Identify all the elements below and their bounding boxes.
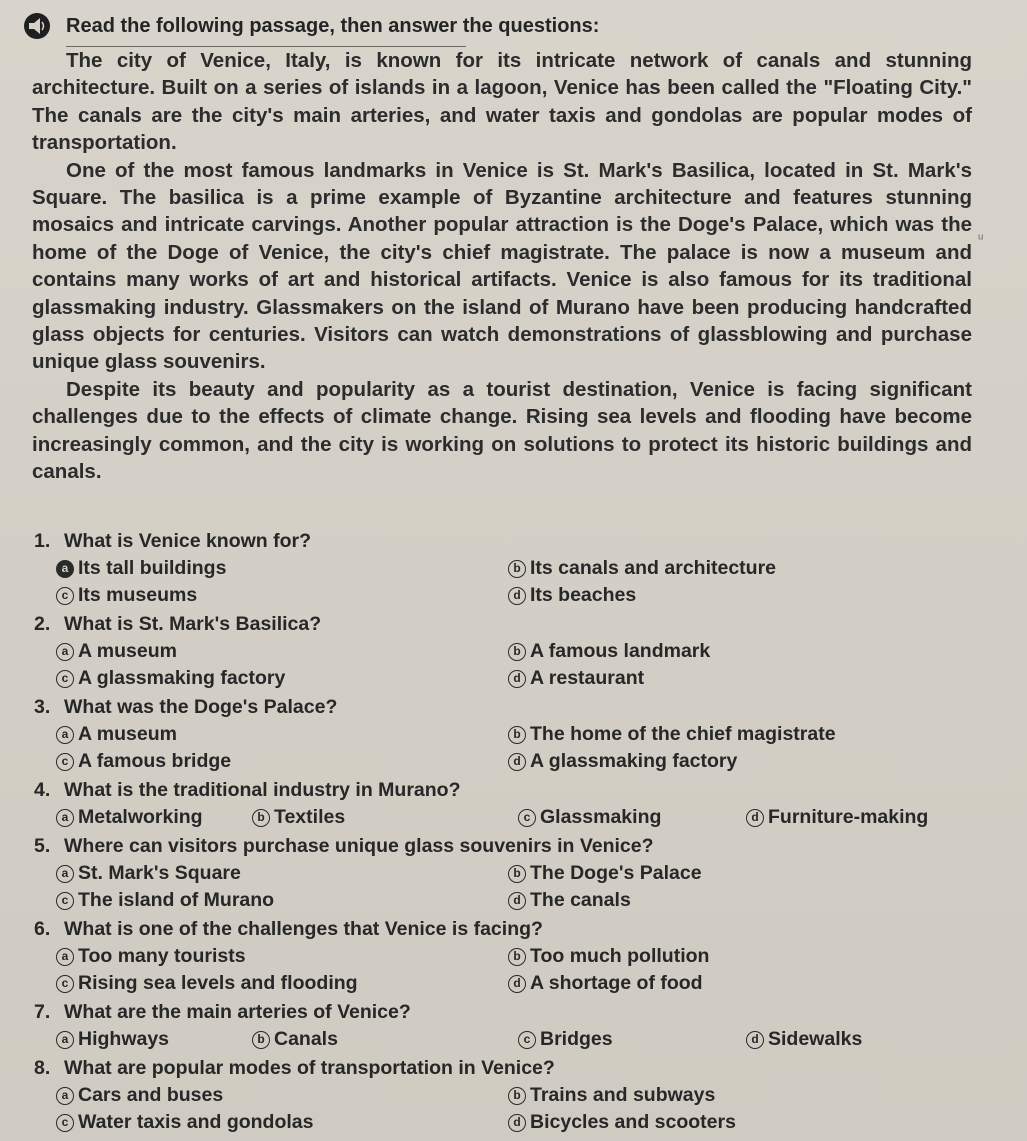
option-text: Its canals and architecture	[530, 557, 777, 579]
option-letter-badge: a	[56, 560, 74, 578]
option-c[interactable]	[56, 970, 508, 997]
option-text: Highways	[78, 1028, 170, 1050]
option-row	[34, 1026, 994, 1053]
option-d[interactable]	[746, 804, 928, 831]
question-stem	[34, 528, 994, 555]
passage-paragraph-1: The city of Venice, Italy, is known for its intricate network of canals and stunning architecture. Built on a series of islands in a lagoon, Venice has been called the "Floating City." The canals are the city's main arteries, and water taxis and gondolas are popular modes of transportation.	[32, 49, 972, 155]
option-letter-badge: a	[56, 948, 74, 966]
option-d[interactable]	[508, 887, 960, 914]
option-text: The canals	[530, 889, 631, 911]
option-letter-badge: c	[518, 1031, 536, 1049]
option-b[interactable]	[508, 860, 960, 887]
option-letter-badge: b	[508, 865, 526, 883]
option-b[interactable]	[252, 804, 518, 831]
option-row	[34, 555, 994, 582]
question-number: 4.	[34, 779, 51, 801]
option-letter-badge: b	[508, 726, 526, 744]
option-letter-badge: a	[56, 865, 74, 883]
question-stem	[34, 916, 994, 943]
option-row	[34, 887, 994, 914]
option-letter-badge: d	[508, 753, 526, 771]
option-text: Glassmaking	[540, 806, 662, 828]
question-number: 7.	[34, 1001, 51, 1023]
option-text: A shortage of food	[530, 972, 703, 994]
option-b[interactable]	[508, 555, 960, 582]
option-letter-badge: d	[508, 670, 526, 688]
option-d[interactable]	[508, 582, 960, 609]
option-letter-badge: b	[508, 643, 526, 661]
question-number: 2.	[34, 613, 51, 635]
question-stem	[34, 833, 994, 860]
margin-mark: ᵘ	[978, 230, 984, 246]
option-text: Its tall buildings	[78, 557, 227, 579]
option-letter-badge: a	[56, 726, 74, 744]
option-letter-badge: d	[508, 892, 526, 910]
option-letter-badge: a	[56, 809, 74, 827]
question-7	[34, 999, 994, 1053]
option-text: A museum	[78, 723, 177, 745]
option-text: Cars and buses	[78, 1084, 224, 1106]
option-d[interactable]	[508, 1109, 960, 1136]
option-letter-badge: b	[508, 1087, 526, 1105]
question-4	[34, 777, 994, 831]
option-d[interactable]	[508, 748, 960, 775]
option-letter-badge: a	[56, 1031, 74, 1049]
option-text: Canals	[274, 1028, 338, 1050]
option-text: The home of the chief magistrate	[530, 723, 836, 745]
option-row	[34, 748, 994, 775]
question-text: What is one of the challenges that Venice is facing?	[64, 918, 543, 940]
option-a[interactable]	[56, 1026, 252, 1053]
option-row	[34, 804, 994, 831]
question-stem	[34, 1055, 994, 1082]
option-a[interactable]	[56, 555, 508, 582]
option-row	[34, 1109, 994, 1136]
question-number: 6.	[34, 918, 51, 940]
question-text: Where can visitors purchase unique glass souvenirs in Venice?	[64, 835, 654, 857]
option-text: Textiles	[274, 806, 346, 828]
option-row	[34, 582, 994, 609]
option-d[interactable]	[508, 665, 960, 692]
passage-paragraph-3: Despite its beauty and popularity as a tourist destination, Venice is facing significant challenges due to the effects of climate change. Rising sea levels and flooding have become increasingly common, and the city is working on solutions to protect its historic buildings and canals.	[32, 377, 972, 484]
question-text: What is the traditional industry in Murano?	[64, 779, 461, 801]
option-text: Bicycles and scooters	[530, 1111, 736, 1133]
option-text: Its museums	[78, 584, 198, 606]
question-text: What are popular modes of transportation in Venice?	[64, 1057, 555, 1079]
option-letter-badge: d	[508, 975, 526, 993]
option-row	[34, 860, 994, 887]
question-number: 1.	[34, 530, 51, 552]
question-2	[34, 611, 994, 692]
option-letter-badge: c	[56, 587, 74, 605]
option-letter-badge: c	[56, 670, 74, 688]
reading-passage	[32, 47, 972, 486]
option-text: Sidewalks	[768, 1028, 863, 1050]
option-row	[34, 1082, 994, 1109]
option-letter-badge: c	[518, 809, 536, 827]
question-stem	[34, 999, 994, 1026]
question-stem	[34, 611, 994, 638]
option-letter-badge: d	[508, 587, 526, 605]
option-b[interactable]	[508, 638, 960, 665]
question-number: 8.	[34, 1057, 51, 1079]
option-letter-badge: a	[56, 1087, 74, 1105]
option-text: Its beaches	[530, 584, 637, 606]
option-text: A famous bridge	[78, 750, 232, 772]
speaker-icon[interactable]	[22, 12, 52, 40]
option-text: Trains and subways	[530, 1084, 716, 1106]
option-letter-badge: d	[746, 1031, 764, 1049]
option-text: Too many tourists	[78, 945, 246, 967]
question-8	[34, 1055, 994, 1136]
option-letter-badge: d	[746, 809, 764, 827]
option-c[interactable]	[518, 804, 746, 831]
option-text: The Doge's Palace	[530, 862, 702, 884]
option-text: A glassmaking factory	[530, 750, 738, 772]
question-text: What is St. Mark's Basilica?	[64, 613, 322, 635]
option-text: A famous landmark	[530, 640, 711, 662]
option-text: Metalworking	[78, 806, 203, 828]
question-text: What is Venice known for?	[64, 530, 312, 552]
option-c[interactable]	[56, 748, 508, 775]
option-a[interactable]	[56, 943, 508, 970]
option-c[interactable]	[56, 582, 508, 609]
option-text: Furniture-making	[768, 806, 929, 828]
option-text: The island of Murano	[78, 889, 275, 911]
option-text: A glassmaking factory	[78, 667, 286, 689]
option-b[interactable]	[508, 943, 960, 970]
option-row	[34, 638, 994, 665]
option-a[interactable]	[56, 721, 508, 748]
option-row	[34, 721, 994, 748]
option-c[interactable]	[56, 887, 508, 914]
question-text: What are the main arteries of Venice?	[64, 1001, 411, 1023]
question-1	[34, 528, 994, 609]
question-stem	[34, 694, 994, 721]
option-b[interactable]	[508, 1082, 960, 1109]
option-row	[34, 970, 994, 997]
question-stem	[34, 777, 994, 804]
option-letter-badge: c	[56, 1114, 74, 1132]
question-6	[34, 916, 994, 997]
question-3	[34, 694, 994, 775]
option-d[interactable]	[746, 1026, 862, 1053]
option-letter-badge: c	[56, 892, 74, 910]
question-5	[34, 833, 994, 914]
option-b[interactable]	[252, 1026, 518, 1053]
option-text: A restaurant	[530, 667, 645, 689]
instruction-row	[22, 12, 599, 40]
option-d[interactable]	[508, 970, 960, 997]
instruction-text: Read the following passage, then answer the questions:	[66, 14, 600, 37]
question-text: What was the Doge's Palace?	[64, 696, 338, 718]
option-text: Too much pollution	[530, 945, 710, 967]
passage-paragraph-2: One of the most famous landmarks in Venice is St. Mark's Basilica, located in St. Mark's Square. The basilica is a prime example of Byzantine architecture and features stunning mosaics and intricate carvings. Another popular attraction is the Doge's Palace, which was the home of the Doge of Venice, the city's chief magistrate. The palace is now a museum and contains many works of art and historical artifacts. Venice is also famous for its traditional glassmaking industry. Glassmakers on the island of Murano have been producing handcrafted glass objects for centuries. Visitors can watch demonstrations of glassblowing and purchase unique glass souvenirs.	[32, 158, 972, 374]
option-a[interactable]	[56, 1082, 508, 1109]
option-row	[34, 665, 994, 692]
option-text: Water taxis and gondolas	[78, 1111, 314, 1133]
option-a[interactable]	[56, 638, 508, 665]
option-c[interactable]	[56, 1109, 508, 1136]
question-number: 5.	[34, 835, 51, 857]
option-letter-badge: b	[252, 1031, 270, 1049]
option-text: Rising sea levels and flooding	[78, 972, 358, 994]
option-letter-badge: b	[252, 809, 270, 827]
option-c[interactable]	[56, 665, 508, 692]
option-b[interactable]	[508, 721, 960, 748]
option-a[interactable]	[56, 860, 508, 887]
option-letter-badge: a	[56, 643, 74, 661]
option-text: St. Mark's Square	[78, 862, 241, 884]
option-a[interactable]	[56, 804, 252, 831]
option-text: A museum	[78, 640, 177, 662]
option-letter-badge: d	[508, 1114, 526, 1132]
option-letter-badge: c	[56, 753, 74, 771]
option-letter-badge: b	[508, 560, 526, 578]
option-row	[34, 943, 994, 970]
question-number: 3.	[34, 696, 51, 718]
option-text: Bridges	[540, 1028, 613, 1050]
option-letter-badge: b	[508, 948, 526, 966]
question-list	[34, 528, 994, 1138]
option-c[interactable]	[518, 1026, 746, 1053]
option-letter-badge: c	[56, 975, 74, 993]
